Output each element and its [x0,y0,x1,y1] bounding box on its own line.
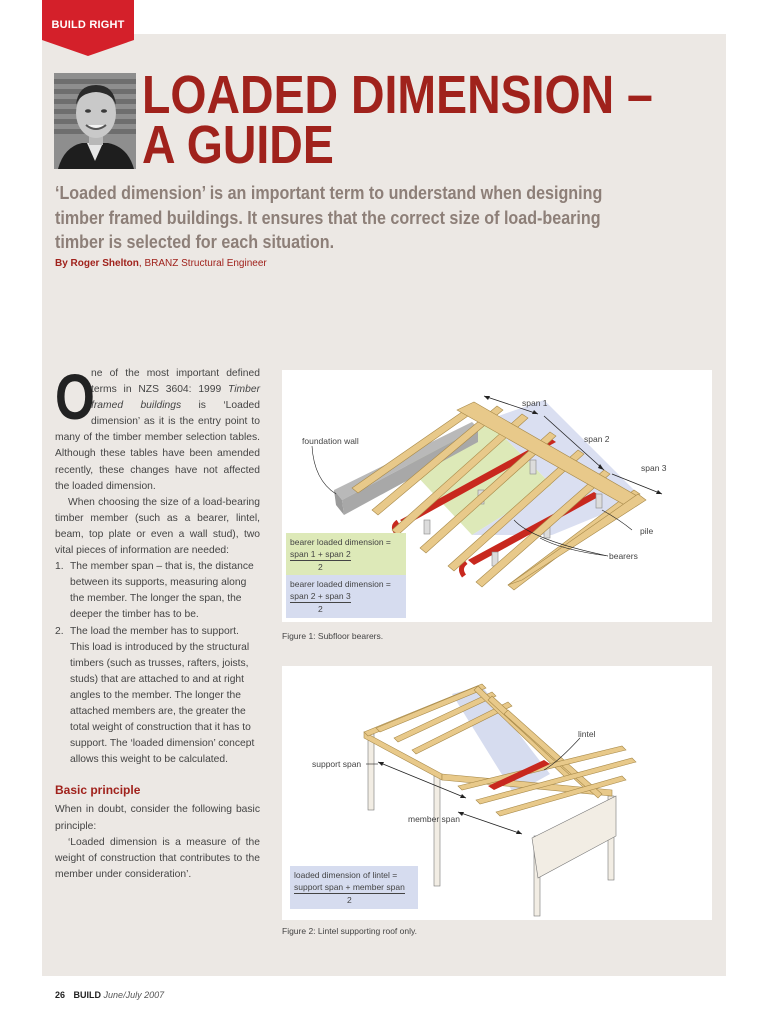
article-title [142,65,653,175]
intro-paragraph [55,361,260,495]
paragraph-4: ‘Loaded dimension is a measure of the weight of construction that contributes to the member under consideration’. [55,836,260,880]
byline-role: , BRANZ Structural Engineer [138,258,267,269]
byline-author: By Roger Shelton [55,258,139,269]
formula-box-1 [286,533,406,576]
figure-1-subfloor-bearers [282,370,712,622]
label-span-2: span 2 [584,434,610,444]
figure-2-lintel [282,666,712,920]
page-footer [55,990,164,1000]
figure-2-caption: Figure 2: Lintel supporting roof only. [282,926,417,936]
label-span-1: span 1 [522,398,548,408]
issue-date: June/July 2007 [103,990,165,1000]
paragraph-2: When choosing the size of a load-bearing timber member (such as a bearer, lintel, beam, top plate or even a wall stud), two vital pieces of information are needed: [55,496,260,557]
label-lintel: lintel [578,729,596,739]
byline [55,258,267,269]
formula-1-head: bearer loaded dimension = [290,537,391,547]
list-item [55,559,260,623]
formula-2-head: bearer loaded dimension = [290,579,391,589]
section-tab-point [42,40,134,56]
formula-lintel-numerator: support span + member span [294,882,405,892]
list-item [55,624,260,769]
formula-2-numerator: span 2 + span 3 [290,591,351,601]
page-number: 26 [55,990,66,1000]
formula-1-denominator: 2 [318,562,323,572]
author-portrait [54,73,136,169]
title-line-1: LOADED DIMENSION – [142,65,653,125]
intro-text-italic: Timber framed buildings [91,384,260,412]
formula-1-numerator: span 1 + span 2 [290,549,351,559]
formula-lintel-head: loaded dimension of lintel = [294,870,398,880]
body-column [55,361,260,883]
label-pile: pile [640,526,654,536]
label-foundation-wall: foundation wall [302,436,359,446]
label-member-span: member span [408,814,460,824]
formula-2-denominator: 2 [318,604,323,614]
section-heading: Basic principle [55,783,141,798]
label-support-span: support span [312,759,362,769]
figure-1-caption: Figure 1: Subfloor bearers. [282,631,384,641]
drop-cap: O [55,361,95,433]
standfirst: ‘Loaded dimension’ is an important term to understand when designing timber framed buildings. It ensures that the correct size of load-bearing timber is selected for each situation. [55,182,603,252]
label-bearers: bearers [609,551,638,561]
magazine-name: BUILD [73,990,102,1000]
intro-text-post: is ‘Loaded dimension’ as it is the entry point to many of the timber member selection tables. Although these tables have been amended recently, these changes have not affected the loaded dimension. [55,400,260,492]
numbered-list [55,559,260,768]
intro-text-pre: ne of the most important defined terms in NZS 3604: 1999 [91,368,260,396]
list-text: The load the member has to support. This load is introduced by the structural timbers (such as trusses, rafters, joists, studs) that are attached to and at right angles to the member. The longer the attached members are, the greater the total weight of construction that it has to support. The ‘loaded dimension’ concept allows this weight to be calculated. [70,625,255,766]
list-number: 2. [55,625,64,637]
section-tab-label: BUILD RIGHT [51,19,125,31]
formula-lintel-denominator: 2 [347,895,352,905]
formula-box-2 [286,575,406,618]
list-text: The member span – that is, the distance between its supports, measuring along the member. The longer the span, the deeper the timber has to be. [70,561,254,621]
label-span-3: span 3 [641,463,667,473]
title-line-2: A GUIDE [142,115,334,175]
paragraph-3: When in doubt, consider the following basic principle: [55,804,260,832]
list-number: 1. [55,561,64,573]
formula-box-lintel [290,866,418,909]
